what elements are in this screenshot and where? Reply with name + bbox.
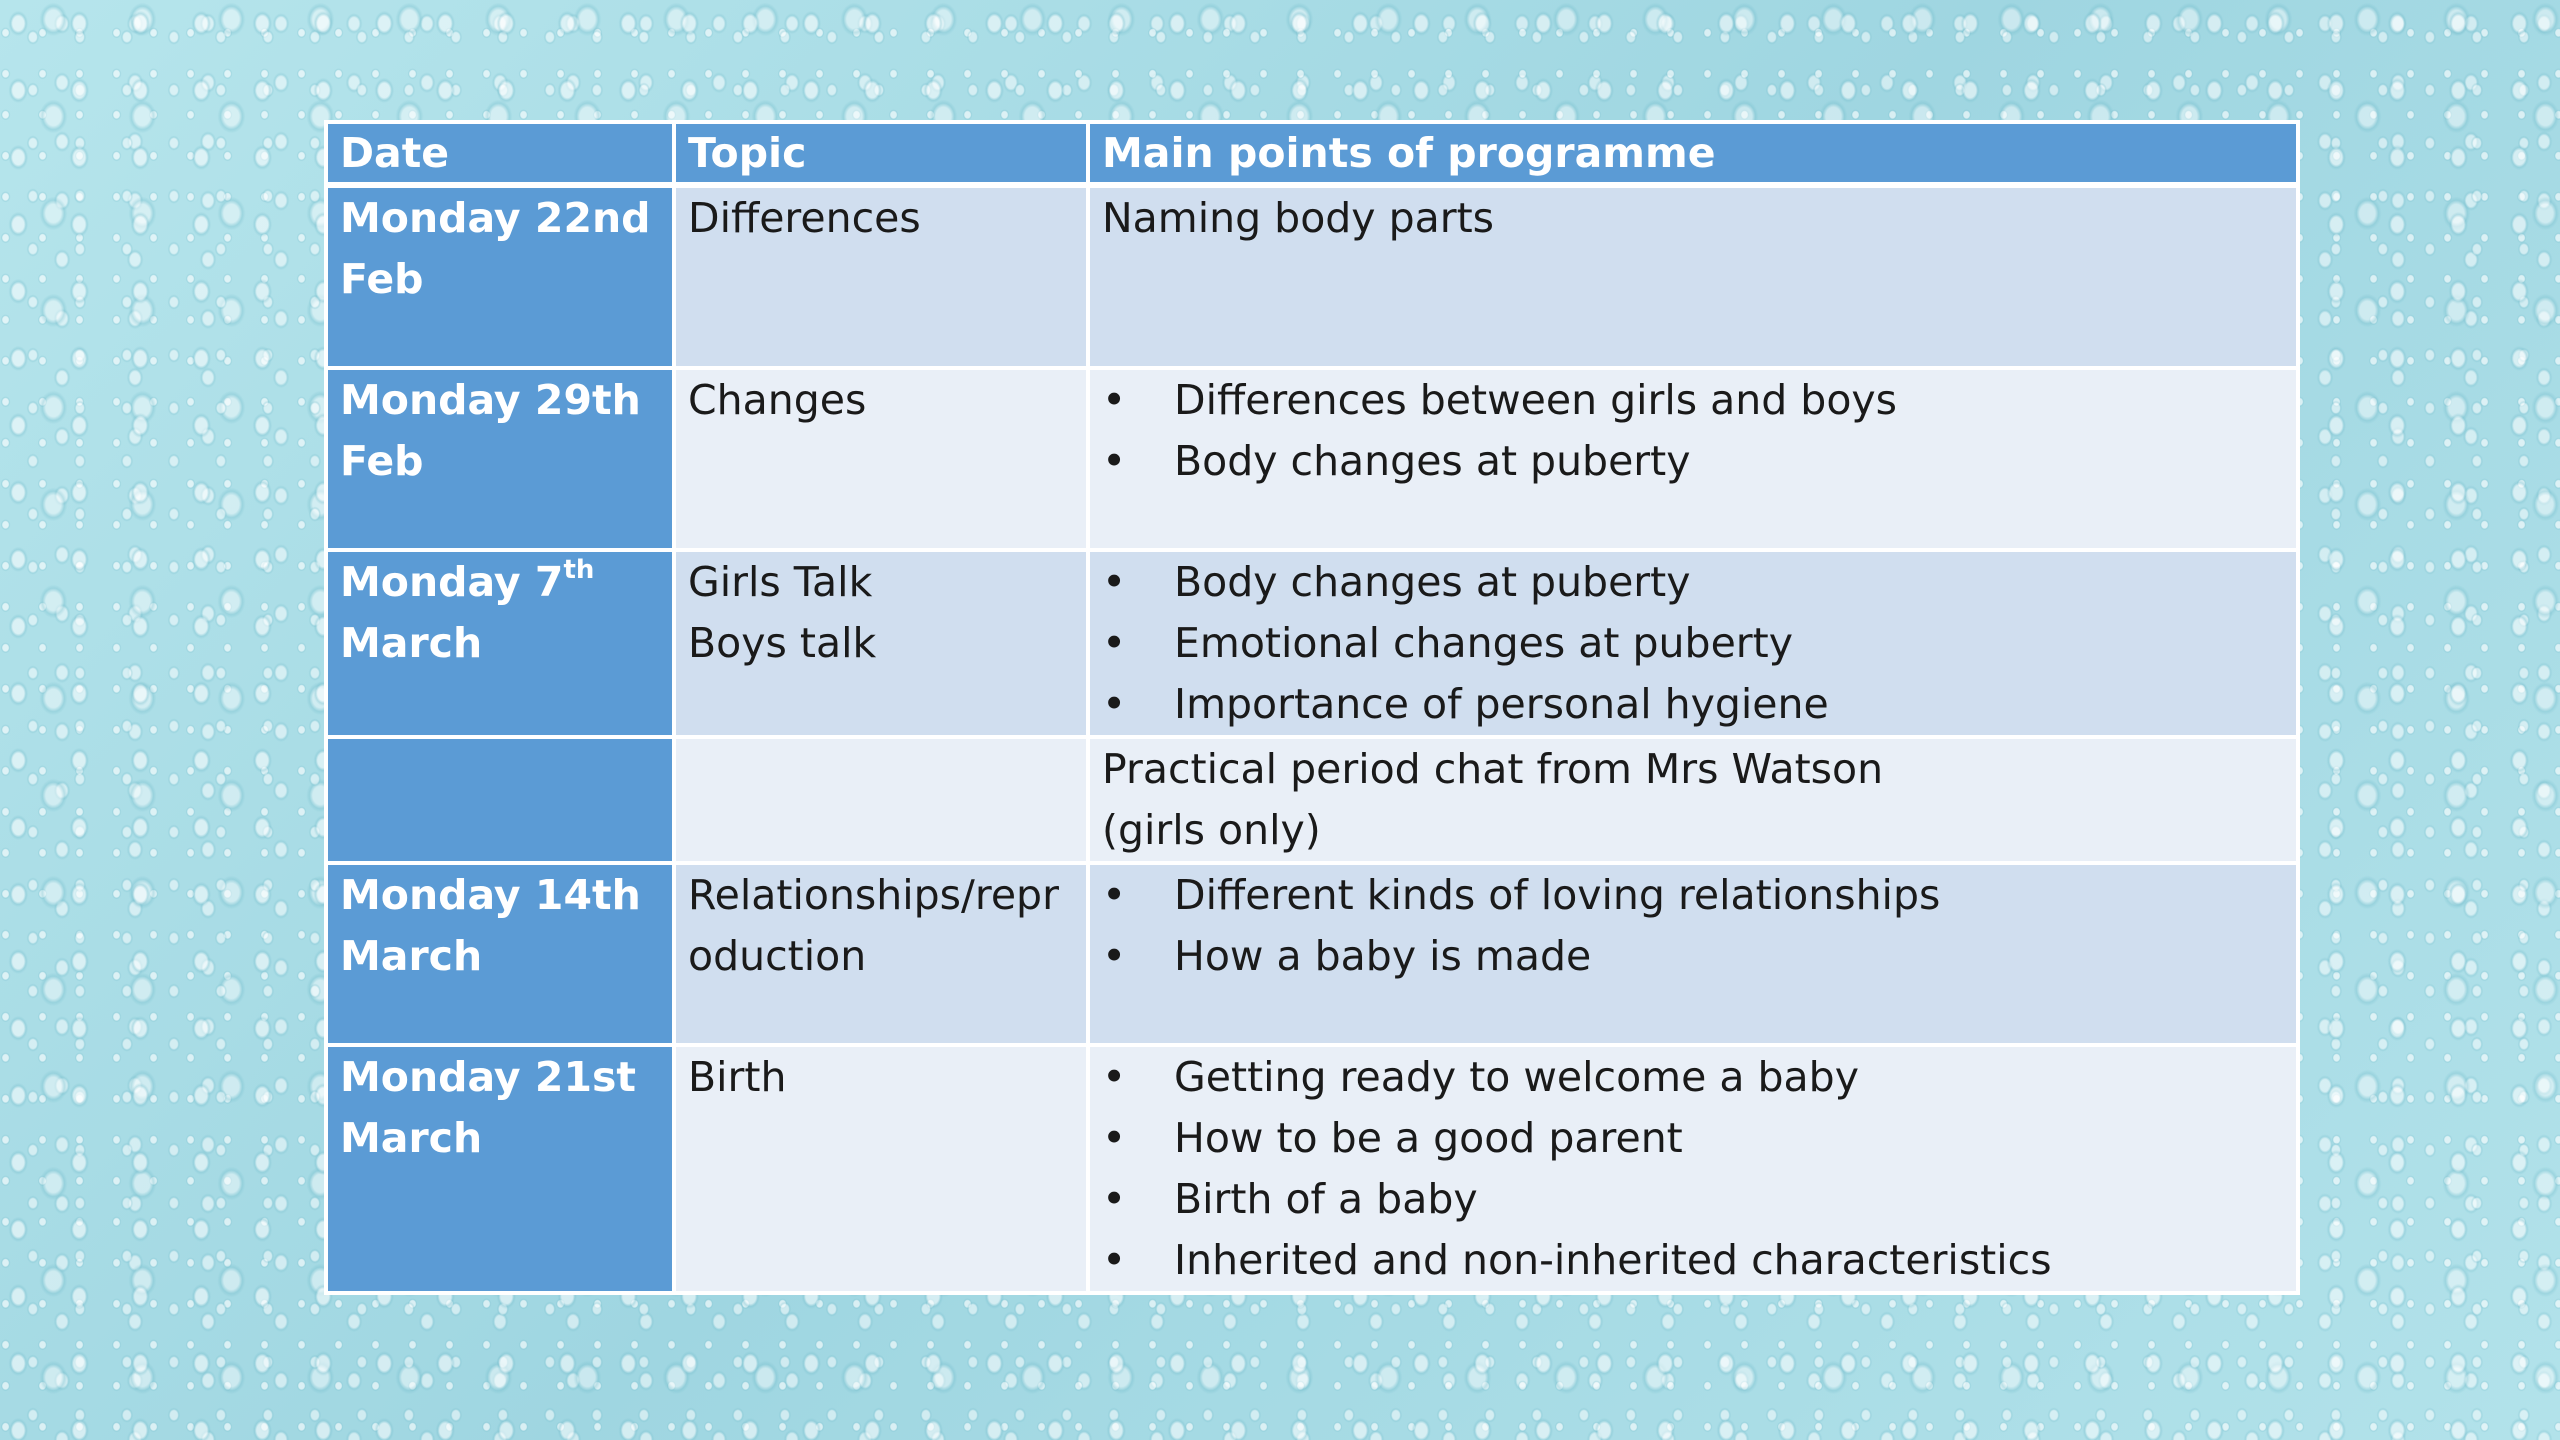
list-item — [1102, 370, 2296, 431]
points-cell — [1088, 550, 2298, 737]
list-item — [1102, 431, 2296, 492]
bullet-list — [1102, 1047, 2296, 1291]
header-topic: Topic — [674, 122, 1088, 185]
point-text: Differences between girls and boys — [1174, 376, 1898, 424]
topic-cell — [674, 1045, 1088, 1293]
topic-cell — [674, 550, 1088, 737]
list-item — [1102, 1169, 2296, 1230]
date-cell — [326, 550, 674, 737]
topic-cell — [674, 368, 1088, 550]
point-text: Practical period chat from Mrs Watson — [1102, 745, 1884, 793]
date-cell — [326, 185, 674, 368]
list-item — [1102, 552, 2296, 613]
date-line: Monday 29th — [340, 376, 641, 424]
list-item — [1102, 865, 2296, 926]
point-text: Importance of personal hygiene — [1174, 680, 1829, 728]
date-line: Feb — [340, 255, 424, 303]
topic-cell — [674, 737, 1088, 863]
table-row — [326, 863, 2298, 1045]
bullet-list — [1102, 865, 2296, 987]
topic-text: Birth — [688, 1053, 787, 1101]
header-main-points: Main points of programme — [1088, 122, 2298, 185]
point-text: How a baby is made — [1174, 932, 1592, 980]
list-item — [1102, 674, 2296, 735]
header-date: Date — [326, 122, 674, 185]
schedule-table — [324, 120, 2300, 1295]
bullet-icon: • — [1102, 376, 1127, 424]
date-text: Monday 7 — [340, 558, 564, 606]
date-line: Monday 21st — [340, 1053, 636, 1101]
date-line: Feb — [340, 437, 424, 485]
point-text: How to be a good parent — [1174, 1114, 1683, 1162]
date-cell — [326, 1045, 674, 1293]
points-cell — [1088, 737, 2298, 863]
list-item — [1102, 613, 2296, 674]
bullet-icon: • — [1102, 932, 1127, 980]
points-cell — [1088, 863, 2298, 1045]
point-text: Different kinds of loving relationships — [1174, 871, 1941, 919]
bullet-icon: • — [1102, 871, 1127, 919]
table-row — [326, 1045, 2298, 1293]
point-text: Naming body parts — [1102, 194, 1495, 242]
list-item — [1102, 1230, 2296, 1291]
bullet-icon: • — [1102, 1114, 1127, 1162]
bullet-icon: • — [1102, 1175, 1127, 1223]
point-text: Getting ready to welcome a baby — [1174, 1053, 1859, 1101]
table-row — [326, 737, 2298, 863]
bullet-icon: • — [1102, 1053, 1127, 1101]
point-text: Emotional changes at puberty — [1174, 619, 1793, 667]
bullet-list — [1102, 370, 2296, 492]
date-cell — [326, 737, 674, 863]
date-ordinal: th — [563, 555, 595, 585]
topic-text: Changes — [688, 376, 867, 424]
bullet-icon: • — [1102, 619, 1127, 667]
point-text: Body changes at puberty — [1174, 558, 1691, 606]
table-row — [326, 185, 2298, 368]
date-cell — [326, 368, 674, 550]
table-row — [326, 550, 2298, 737]
date-line: March — [340, 1114, 483, 1162]
topic-text: Girls Talk — [688, 558, 873, 606]
point-text: Birth of a baby — [1174, 1175, 1478, 1223]
points-cell — [1088, 185, 2298, 368]
bullet-list — [1102, 552, 2296, 735]
list-item — [1102, 926, 2296, 987]
list-item — [1102, 1108, 2296, 1169]
point-text: Body changes at puberty — [1174, 437, 1691, 485]
date-line: Monday 22nd — [340, 194, 651, 242]
bullet-icon: • — [1102, 437, 1127, 485]
points-cell — [1088, 368, 2298, 550]
bullet-icon: • — [1102, 558, 1127, 606]
bullet-icon: • — [1102, 680, 1127, 728]
date-line: March — [340, 932, 483, 980]
date-cell — [326, 863, 674, 1045]
point-text: Inherited and non-inherited characteristics — [1174, 1236, 2052, 1284]
date-line: March — [340, 619, 483, 667]
point-text: (girls only) — [1102, 806, 1321, 854]
topic-cell — [674, 185, 1088, 368]
topic-text: Boys talk — [688, 619, 877, 667]
header-row — [326, 122, 2298, 185]
topic-cell — [674, 863, 1088, 1045]
bullet-icon: • — [1102, 1236, 1127, 1284]
date-line — [340, 552, 672, 613]
points-cell — [1088, 1045, 2298, 1293]
topic-text: Relationships/repr — [688, 871, 1059, 919]
table-row — [326, 368, 2298, 550]
list-item — [1102, 1047, 2296, 1108]
topic-text: oduction — [688, 932, 867, 980]
topic-text: Differences — [688, 194, 921, 242]
date-line: Monday 14th — [340, 871, 641, 919]
